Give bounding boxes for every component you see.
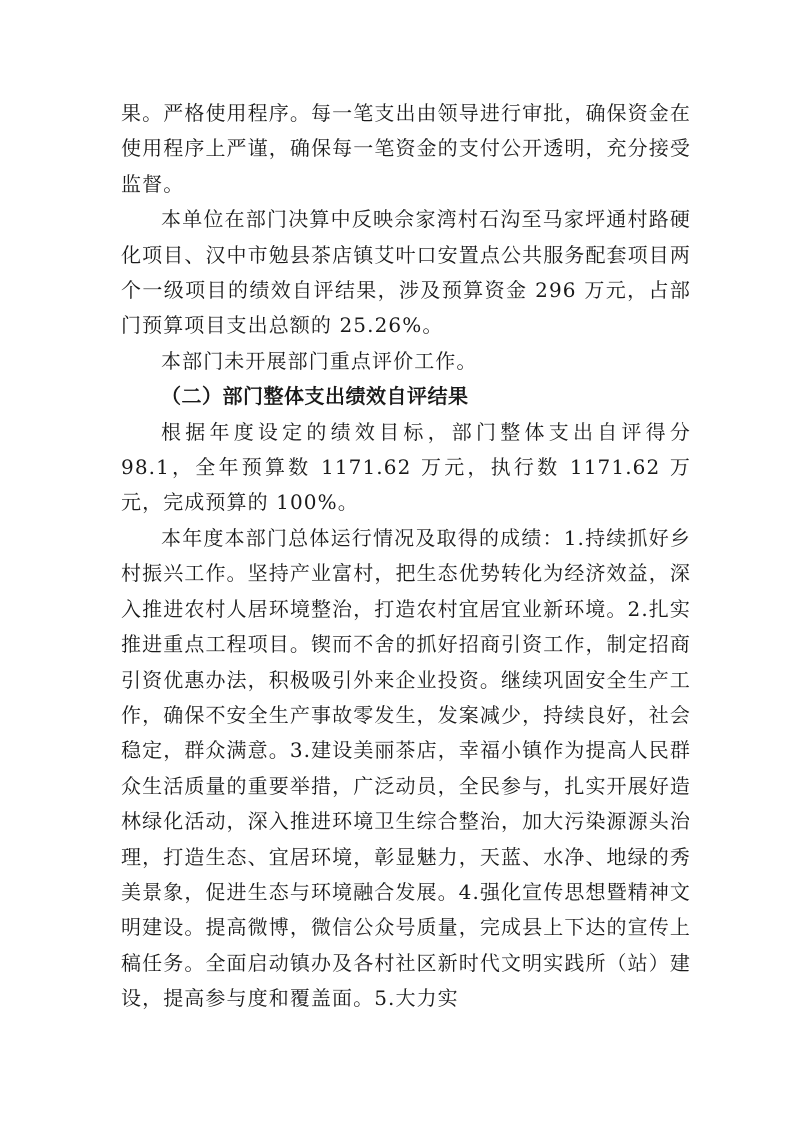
paragraph-achievements: 本年度本部门总体运行情况及取得的成绩：1.持续抓好乡村振兴工作。坚持产业富村，把生态优势转化为经济效益，深入推进农村人居环境整治，打造农村宜居宜业新环境。2.扎实推进重点工程项目。锲而不舍的抓好招商引资工作，制定招商引资优惠办法，积极吸引外来企业投资。继续巩固安全生产工作，确保不安全生产事故零发生，发案减少，持续良好，社会稳定，群众满意。3.建设美丽茶店，幸福小镇作为提高人民群众生活质量的重要举措，广泛动员，全民参与，扎实开展好造林绿化活动，深入推进环境卫生综合整治，加大污染源源头治理，打造生态、宜居环境，彰显魅力，天蓝、水净、地绿的秀美景象，促进生态与环境融合发展。4.强化宣传思想暨精神文明建设。提高微博，微信公众号质量，完成县上下达的宣传上稿任务。全面启动镇办及各村社区新时代文明实践所（站）建设，提高参与度和覆盖面。5.大力实 <box>121 525 691 1011</box>
paragraph-overall-score: 根据年度设定的绩效目标，部门整体支出自评得分 98.1，全年预算数 1171.62 万元，执行数 1171.62 万元，完成预算的 100%。 <box>121 419 691 515</box>
paragraph-key-evaluation: 本部门未开展部门重点评价工作。 <box>161 348 478 373</box>
paragraph-continuation: 果。严格使用程序。每一笔支出由领导进行审批，确保资金在使用程序上严谨，确保每一笔资金的支付公开透明，充分接受监督。 <box>121 101 691 196</box>
document-body <box>121 96 691 1017</box>
paragraph-project-evaluation: 本单位在部门决算中反映佘家湾村石沟至马家坪通村路硬化项目、汉中市勉县茶店镇艾叶口安置点公共服务配套项目两个一级项目的绩效自评结果，涉及预算资金 296 万元，占部门预算项目支出总额的 25.26%。 <box>121 207 691 338</box>
section-heading: （二）部门整体支出绩效自评结果 <box>161 384 469 409</box>
